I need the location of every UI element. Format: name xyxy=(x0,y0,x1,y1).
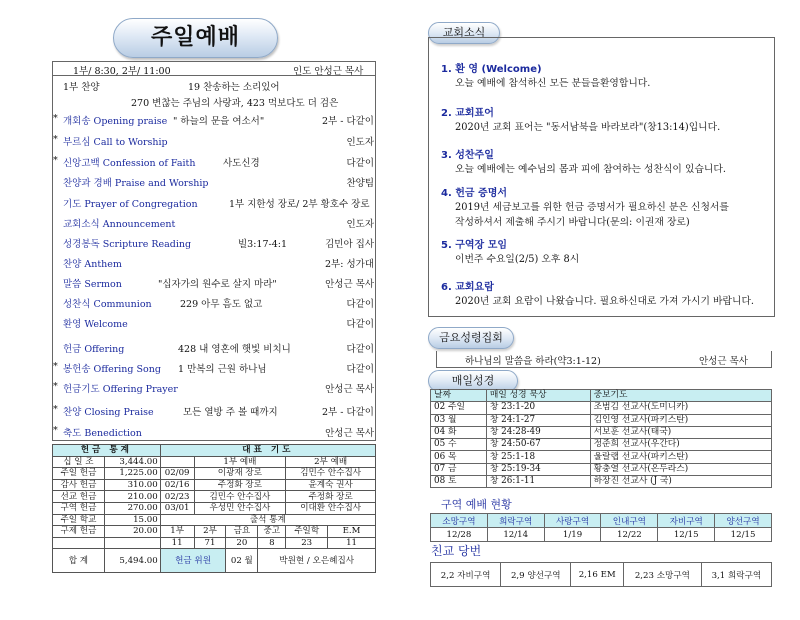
order-item xyxy=(53,134,377,150)
order-leader: 2부: 성가대 xyxy=(325,259,374,270)
total-label: 합 계 xyxy=(53,549,105,573)
bible-row: 04 화 창 24:28-49 서보훈 선교사(태국) xyxy=(431,426,772,438)
order-mark: * xyxy=(53,155,58,166)
order-detail: 1 만복의 근원 하나님 xyxy=(178,364,267,375)
bible-row: 03 월 창 24:1-27 김인영 선교사(파키스탄) xyxy=(431,414,772,426)
church-news xyxy=(428,37,775,317)
news-item-body: 오늘 예배에 참석하신 모든 분들을환영합니다. xyxy=(455,78,651,89)
order-item xyxy=(53,404,377,420)
friday-service xyxy=(436,351,772,368)
order-label: 축도 Benediction xyxy=(63,428,142,439)
order-item xyxy=(53,296,377,312)
opening-hymn-row-2: 270 변찮는 주님의 사랑과, 423 먹보다도 더 검은 xyxy=(131,98,339,109)
offering-statistics-table: 헌금 통계 대표 기도 십 일 조 3,444.00 1부 예배 2부 예배 주일 헌금 1,225.00 02/09 이광재 장로 김민수 안수집사 감사 헌금 310.00 02/16 주정화 장로 윤계숙 권사 선교 헌금 210.00 02/23 김민수 안수집사 주정화 장로 구역 헌금 270.00 03/01 우성민 안수집사 이대환 안수집사 주일 학교 15.00 출석 통계 구제 헌금 20.00 1부 2부 금요 중고 주일학 E.M 11 71 20 8 23 11 합 계 5,494.00 헌금 위원 02 월 박원현 / 오은혜집사 xyxy=(52,444,376,573)
fellowship-duty: 2,16 EM xyxy=(571,563,624,587)
friday-sermon: 하나님의 말씀을 하라(약3:1-12) xyxy=(465,356,601,367)
order-item xyxy=(53,276,377,292)
order-label: 교회소식 Announcement xyxy=(63,219,176,230)
fellowship-duty: 2,9 양선구역 xyxy=(501,563,571,587)
news-title: 교회소식 xyxy=(428,22,500,44)
order-item xyxy=(53,425,377,441)
news-item-title: 4. 헌금 증명서 xyxy=(441,188,508,199)
order-leader: 김민아 집사 xyxy=(325,239,374,250)
district-name: 인내구역 xyxy=(601,514,658,528)
offering-header: 헌금 통계 xyxy=(53,445,161,457)
bible-row: 05 수 창 24:50-67 정준희 선교사(우간다) xyxy=(431,439,772,451)
news-item-title: 2. 교회표어 xyxy=(441,108,494,119)
order-detail: 428 내 영혼에 햇빛 비치니 xyxy=(178,344,291,355)
order-item xyxy=(53,175,377,191)
news-item-body: 2019년 세금보고를 위한 헌금 증명서가 필요하신 분은 신청서를 xyxy=(455,202,729,213)
order-leader: 안성근 목사 xyxy=(325,428,374,439)
news-item-title: 1. 환 영 (Welcome) xyxy=(441,64,542,75)
order-leader: 다같이 xyxy=(346,344,374,355)
news-item-title: 5. 구역장 모임 xyxy=(441,240,508,251)
order-item xyxy=(53,341,377,357)
committee-label: 헌금 위원 xyxy=(160,549,226,573)
order-detail: 사도신경 xyxy=(223,158,260,169)
order-mark: * xyxy=(53,425,58,436)
order-leader: 찬양팀 xyxy=(346,178,374,189)
order-detail: 1부 지한성 장로/ 2부 황호수 장로 xyxy=(229,199,370,210)
news-item-title: 6. 교회요람 xyxy=(441,282,494,293)
order-leader: 안성근 목사 xyxy=(325,279,374,290)
order-mark: * xyxy=(53,381,58,392)
news-item-body: 2020년 교회 요람이 나왔습니다. 필요하신대로 가져 가시기 바랍니다. xyxy=(455,296,755,307)
service-leader: 인도 안성근 목사 xyxy=(293,66,364,77)
district-name: 소망구역 xyxy=(431,514,488,528)
order-item xyxy=(53,155,377,171)
order-label: 개회송 Opening praise xyxy=(63,116,168,127)
order-mark: * xyxy=(53,404,58,415)
order-mark: * xyxy=(53,134,58,145)
friday-preacher: 안성근 목사 xyxy=(699,356,748,367)
order-mark: * xyxy=(53,361,58,372)
order-label: 찬양 Closing Praise xyxy=(63,407,154,418)
committee-month: 02 월 xyxy=(226,549,258,573)
order-item xyxy=(53,256,377,272)
district-worship-table xyxy=(430,513,772,542)
district-name: 사랑구역 xyxy=(544,514,601,528)
worship-order xyxy=(52,76,376,441)
district-name: 희락구역 xyxy=(487,514,544,528)
order-item xyxy=(53,216,377,232)
bible-row: 02 주일 창 23:1-20 조범김 선교사(도미니카) xyxy=(431,402,772,414)
order-item xyxy=(53,196,377,212)
order-label: 성경봉독 Scripture Reading xyxy=(63,239,192,250)
order-leader: 다같이 xyxy=(346,158,374,169)
order-label: 말씀 Sermon xyxy=(63,279,122,290)
news-item-body: 이번주 수요일(2/5) 오후 8시 xyxy=(455,254,580,265)
district-date: 12/15 xyxy=(658,528,715,542)
order-label: 부르심 Call to Worship xyxy=(63,137,168,148)
page-title: 주일예배 xyxy=(113,18,278,58)
district-date: 12/14 xyxy=(487,528,544,542)
bible-row: 08 토 창 26:1-11 하장진 선교사 (J 국) xyxy=(431,476,772,488)
order-label: 찬양과 경배 Praise and Worship xyxy=(63,178,209,189)
order-label: 찬양 Anthem xyxy=(63,259,122,270)
order-item xyxy=(53,113,377,129)
order-label: 기도 Prayer of Congregation xyxy=(63,199,198,210)
order-leader: 다같이 xyxy=(346,319,374,330)
district-name: 양선구역 xyxy=(715,514,772,528)
order-detail: 229 아무 흠도 없고 xyxy=(180,299,263,310)
news-item-title: 3. 성찬주일 xyxy=(441,150,494,161)
fellowship-duty: 2,2 자비구역 xyxy=(431,563,501,587)
order-label: 헌금 Offering xyxy=(63,344,125,355)
order-label: 신앙고백 Confession of Faith xyxy=(63,158,196,169)
order-detail: 모든 열방 주 볼 때까지 xyxy=(183,407,278,418)
news-item-body: 오늘 예배에는 예수님의 몸과 피에 참여하는 성찬식이 있습니다. xyxy=(455,164,726,175)
fellowship-duty: 3,1 희락구역 xyxy=(701,563,771,587)
order-leader: 다같이 xyxy=(346,364,374,375)
order-mark: * xyxy=(53,113,58,124)
fellowship-duty: 2,23 소망구역 xyxy=(624,563,702,587)
order-item xyxy=(53,381,377,397)
news-item-body: 2020년 교회 표어는 "동서남북을 바라보라"(창13:14)입니다. xyxy=(455,122,721,133)
district-title: 구역 예배 현황 xyxy=(441,498,512,511)
district-date: 12/15 xyxy=(715,528,772,542)
order-label: 봉헌송 Offering Song xyxy=(63,364,161,375)
attendance-title: 출석 통계 xyxy=(160,514,375,526)
order-detail: 빌3:17-4:1 xyxy=(238,239,288,250)
district-name: 자비구역 xyxy=(658,514,715,528)
order-label: 환영 Welcome xyxy=(63,319,128,330)
order-leader: 안성근 목사 xyxy=(325,384,374,395)
district-date: 1/19 xyxy=(544,528,601,542)
news-item-body: 작성하셔서 제출해 주시기 바랍니다(문의: 이권재 장로) xyxy=(455,217,690,228)
fellowship-duty-table xyxy=(430,562,772,587)
order-label: 헌금기도 Offering Prayer xyxy=(63,384,178,395)
order-detail: " 하늘의 문을 여소서" xyxy=(173,116,265,127)
order-detail: "십자가의 원수로 살지 마라" xyxy=(158,279,277,290)
opening-hymn-row: 1부 찬양 19 찬송하는 소리있어 xyxy=(63,82,280,93)
bible-row: 06 목 창 25:1-18 울랄랩 선교사(파키스탄) xyxy=(431,451,772,463)
service-header xyxy=(52,61,376,76)
district-date: 12/28 xyxy=(431,528,488,542)
total-amount: 5,494.00 xyxy=(104,549,160,573)
fellowship-title: 친교 당번 xyxy=(431,544,482,558)
committee-names: 박원현 / 오은혜집사 xyxy=(258,549,376,573)
order-leader: 인도자 xyxy=(346,137,374,148)
order-label: 성찬식 Communion xyxy=(63,299,152,310)
daily-bible-table: 날짜 매일 성경 묵상 중보기도 02 주일 창 23:1-20 조범김 선교사(도미니카) 03 월 창 24:1-27 김인영 선교사(파키스탄) 04 화 창 24:28-49 서보훈 선교사(태국) 05 수 창 24:50-67 정준희 선교사(우간다) 06 목 창 25:1-18 울랄랩 선교사(파키스탄) 07 금 창 25:19-34 황충열 선교사(온두라스) 08 토 창 26:1-11 하장진 선교사 (J 국) xyxy=(430,389,772,488)
order-leader: 2부 - 다같이 xyxy=(321,116,374,127)
order-item xyxy=(53,236,377,252)
friday-title: 금요성령집회 xyxy=(428,327,514,349)
order-leader: 다같이 xyxy=(346,299,374,310)
prayer-header: 대표 기도 xyxy=(160,445,375,457)
daily-bible-title: 매일성경 xyxy=(428,370,518,392)
order-item xyxy=(53,361,377,377)
order-item xyxy=(53,316,377,332)
bible-row: 07 금 창 25:19-34 황충열 선교사(온두라스) xyxy=(431,463,772,475)
district-date: 12/22 xyxy=(601,528,658,542)
order-leader: 인도자 xyxy=(346,219,374,230)
order-leader: 2부 - 다같이 xyxy=(321,407,374,418)
service-times: 1부/ 8:30, 2부/ 11:00 xyxy=(73,66,171,77)
